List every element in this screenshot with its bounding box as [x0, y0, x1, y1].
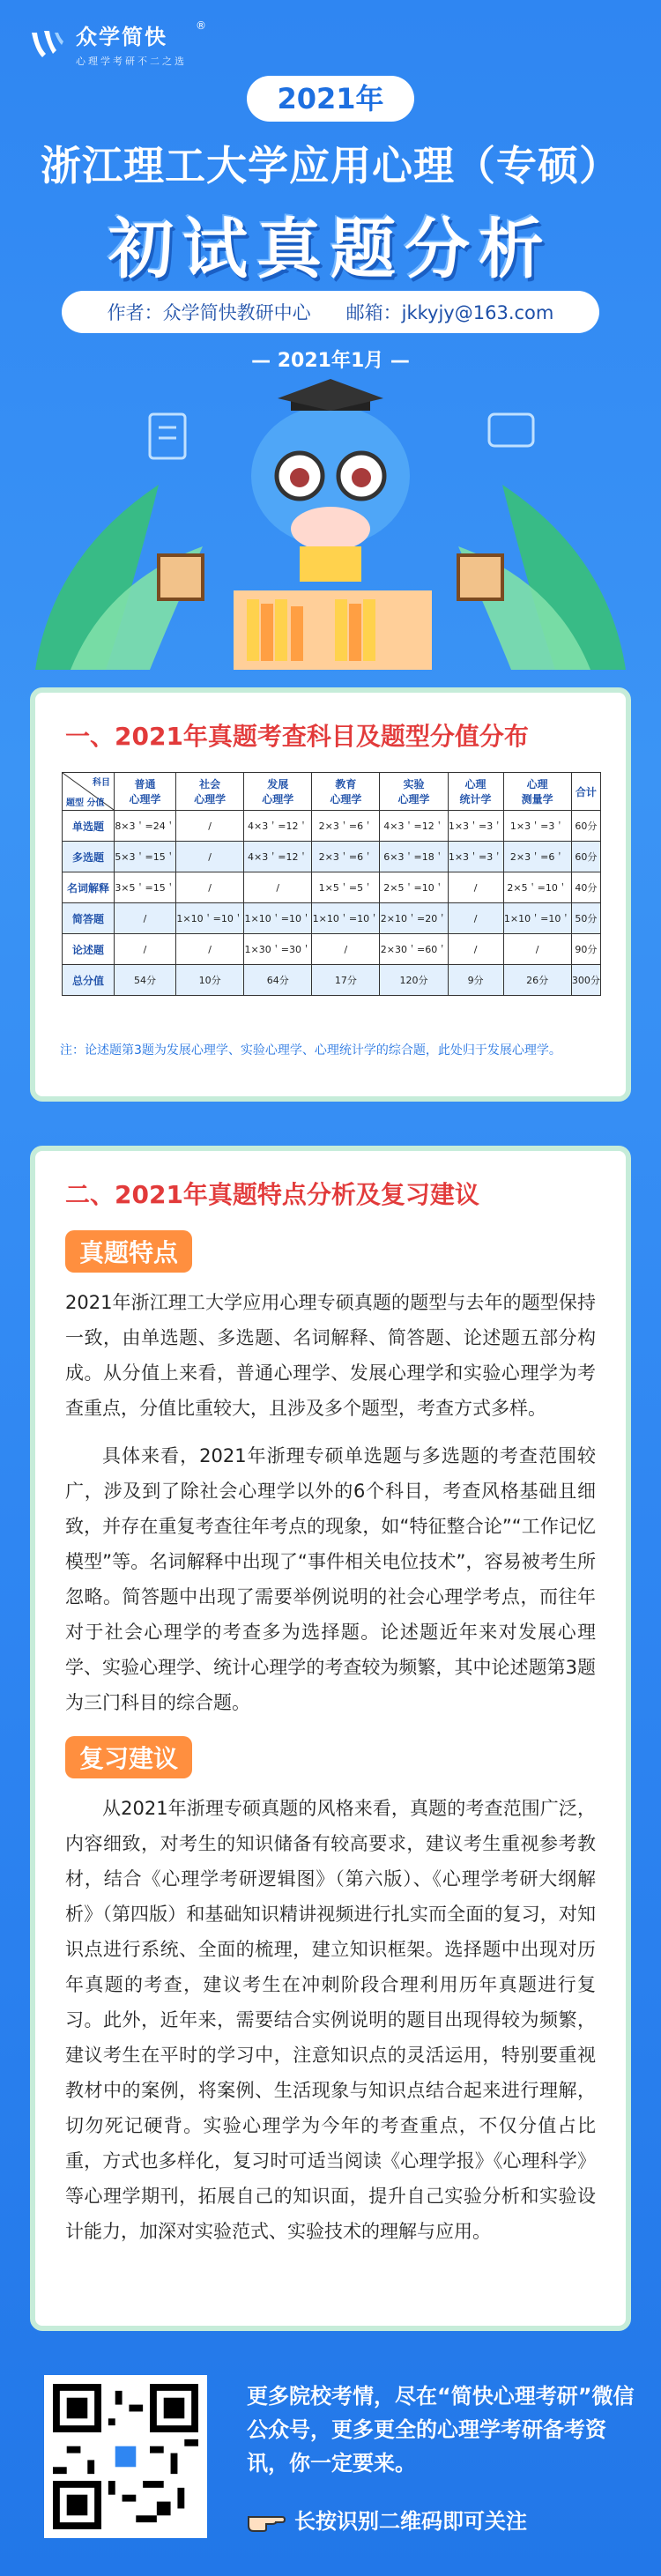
author: 作者：众学简快教研中心 [107, 302, 311, 323]
row-label: 多选题 [63, 842, 115, 872]
row-label: 单选题 [63, 811, 115, 842]
table-cell: 1×10＇=10＇ [244, 903, 312, 934]
registered-mark: ® [196, 19, 206, 32]
column-header: 教育 心理学 [312, 773, 380, 811]
tag-exam-features: 真题特点 [65, 1230, 192, 1273]
table-cell: / [115, 903, 176, 934]
corner-bottom: 题型 分值 [66, 798, 105, 808]
table-cell: 1×10＇=10＇ [503, 903, 571, 934]
table-cell: / [244, 872, 312, 903]
brand-logo-icon [26, 24, 67, 64]
cta-text: 长按识别二维码即可关注 [294, 2509, 527, 2534]
table-cell: 2×3＇=6＇ [503, 842, 571, 872]
row-label: 名词解释 [63, 872, 115, 903]
table-cell: 1×3＇=3＇ [448, 811, 503, 842]
table-cell: 90分 [571, 934, 600, 965]
table-cell: 8×3＇=24＇ [115, 811, 176, 842]
tag-review-advice: 复习建议 [65, 1736, 192, 1778]
qr-code[interactable] [44, 2375, 207, 2538]
paragraph: 从2021年浙理专硕真题的风格来看，真题的考查范围广泛，内容细致，对考生的知识储备有较高要求，建议考生重视参考教材，结合《心理学考研逻辑图》（第六版）、《心理学考研大纲解析》（第四版）和基础知识精讲视频进行扎实而全面的复习，对知识点进行系统、全面的梳理，建立知识框架。选择题中出现对历年真题的考查，建议考生在冲刺阶段合理利用历年真题进行复习。此外，近年来，需要结合实例说明的题目出现得较为频繁，建议考生在平时的学习中，注意知识点的灵活运用，特别要重视教材中的案例，将案例、生活现象与知识点结合起来进行理解，切勿死记硬背。实验心理学为今年的考查重点，不仅分值占比重，方式也多样化，复习时可适当阅读《心理学报》《心理科学》等心理学期刊，拓展自己的知识面，提升自己实验分析和实验设计能力，加深对实验范式、实验技术的理解与应用。 [65, 1798, 596, 2242]
table-row [63, 872, 601, 903]
table-cell: / [503, 934, 571, 965]
email[interactable]: 邮箱：jkkyjy@163.com [345, 302, 554, 323]
table-cell: 4×3＇=12＇ [244, 842, 312, 872]
row-label: 简答题 [63, 903, 115, 934]
pointing-hand-icon [247, 2506, 286, 2533]
table-cell: 1×5＇=5＇ [312, 872, 380, 903]
table-cell: / [176, 811, 244, 842]
section-analysis [30, 1146, 631, 2331]
table-cell: 4×3＇=12＇ [244, 811, 312, 842]
paragraph: 2021年浙江理工大学应用心理专硕真题的题型与去年的题型保持一致，由单选题、多选题、名词解释、简答题、论述题五部分构成。从分值上来看，普通心理学、发展心理学和实验心理学为考查重点，分值比重较大，且涉及多个题型，考查方式多样。 [65, 1292, 596, 1419]
table-row [63, 965, 601, 996]
corner-top: 科目 [93, 778, 110, 788]
row-label: 论述题 [63, 934, 115, 965]
table-cell: 60分 [571, 811, 600, 842]
table-row [63, 903, 601, 934]
table-cell: 2×10＇=20＇ [380, 903, 448, 934]
table-cell: 2×3＇=6＇ [312, 842, 380, 872]
qr-code-icon [53, 2384, 198, 2529]
column-header: 心理 测量学 [503, 773, 571, 811]
table-cell: / [448, 934, 503, 965]
table-row [63, 934, 601, 965]
row-label: 总分值 [63, 965, 115, 996]
table-cell: 40分 [571, 872, 600, 903]
cta [247, 2504, 527, 2535]
column-header: 社会 心理学 [176, 773, 244, 811]
table-cell: 2×30＇=60＇ [380, 934, 448, 965]
date: — 2021年1月 — [251, 350, 410, 372]
table-cell: 26分 [503, 965, 571, 996]
table-cell: 64分 [244, 965, 312, 996]
paragraph: 具体来看，2021年浙理专硕单选题与多选题的考查范围较广，涉及到了除社会心理学以外的6个科目，考查风格基础且细致，并存在重复考查往年考点的现象，如“特征整合论”“工作记忆模型”等。名词解释中出现了“事件相关电位技术”，容易被考生所忽略。简答题中出现了需要举例说明的社会心理学考点，而往年对于社会心理学的考查多为选择题。论述题近年来对发展心理学、实验心理学、统计心理学的考查较为频繁，其中论述题第3题为三门科目的综合题。 [65, 1445, 596, 1713]
footer-text: 更多院校考情，尽在“简快心理考研”微信公众号，更多更全的心理学考研备考资讯，你一定要来。 [247, 2384, 635, 2476]
table-cell: / [115, 934, 176, 965]
table-cell: 300分 [571, 965, 600, 996]
table-cell: 1×3＇=3＇ [503, 811, 571, 842]
table-row [63, 811, 601, 842]
table-row [63, 842, 601, 872]
column-header: 普通 心理学 [115, 773, 176, 811]
table-cell: 1×10＇=10＇ [176, 903, 244, 934]
table-cell: 60分 [571, 842, 600, 872]
author-bar [62, 291, 599, 333]
table-cell: 5×3＇=15＇ [115, 842, 176, 872]
table-cell: 3×5＇=15＇ [115, 872, 176, 903]
table-note: 注：论述题第3题为发展心理学、实验心理学、心理统计学的综合题，此处归于发展心理学。 [60, 1043, 561, 1058]
section-title: 一、2021年真题考查科目及题型分值分布 [65, 722, 529, 751]
table-cell: 17分 [312, 965, 380, 996]
column-header: 心理 统计学 [448, 773, 503, 811]
table-cell: / [448, 872, 503, 903]
header [0, 0, 661, 670]
column-header: 实验 心理学 [380, 773, 448, 811]
table-cell: 2×3＇=6＇ [312, 811, 380, 842]
column-header: 发展 心理学 [244, 773, 312, 811]
table-corner [63, 773, 115, 811]
table-cell: / [448, 903, 503, 934]
table-cell: / [176, 934, 244, 965]
table-cell: / [176, 872, 244, 903]
table-cell: 1×30＇=30＇ [244, 934, 312, 965]
table-cell: 2×5＇=10＇ [503, 872, 571, 903]
column-header: 合计 [571, 773, 600, 811]
section-score-distribution [30, 687, 631, 1102]
table-cell: 9分 [448, 965, 503, 996]
document-icon [150, 414, 185, 458]
section-title: 二、2021年真题特点分析及复习建议 [65, 1180, 479, 1209]
brand-name: 众学简快 [76, 25, 167, 49]
brand-slogan: 心理学考研不二之选 [76, 56, 187, 67]
table-cell: / [312, 934, 380, 965]
thumbs-up-icon [159, 555, 203, 599]
table-cell: / [176, 842, 244, 872]
footer [0, 2340, 661, 2576]
brand [26, 19, 206, 68]
page-subtitle: 初试真题分析 [108, 212, 553, 287]
table-header-row [63, 773, 601, 811]
table-cell: 6×3＇=18＇ [380, 842, 448, 872]
table-cell: 120分 [380, 965, 448, 996]
table-cell: 2×5＇=10＇ [380, 872, 448, 903]
year-badge: 2021年 [247, 76, 414, 122]
thumbs-up-icon [458, 555, 502, 599]
table-cell: 50分 [571, 903, 600, 934]
mascot-illustration [0, 379, 661, 679]
chat-icon [489, 414, 533, 446]
table-cell: 10分 [176, 965, 244, 996]
table-cell: 54分 [115, 965, 176, 996]
table-cell: 4×3＇=12＇ [380, 811, 448, 842]
table-cell: 1×10＇=10＇ [312, 903, 380, 934]
page-title: 浙江理工大学应用心理（专硕） [41, 142, 620, 189]
table-cell: 1×3＇=3＇ [448, 842, 503, 872]
score-table [62, 772, 601, 996]
